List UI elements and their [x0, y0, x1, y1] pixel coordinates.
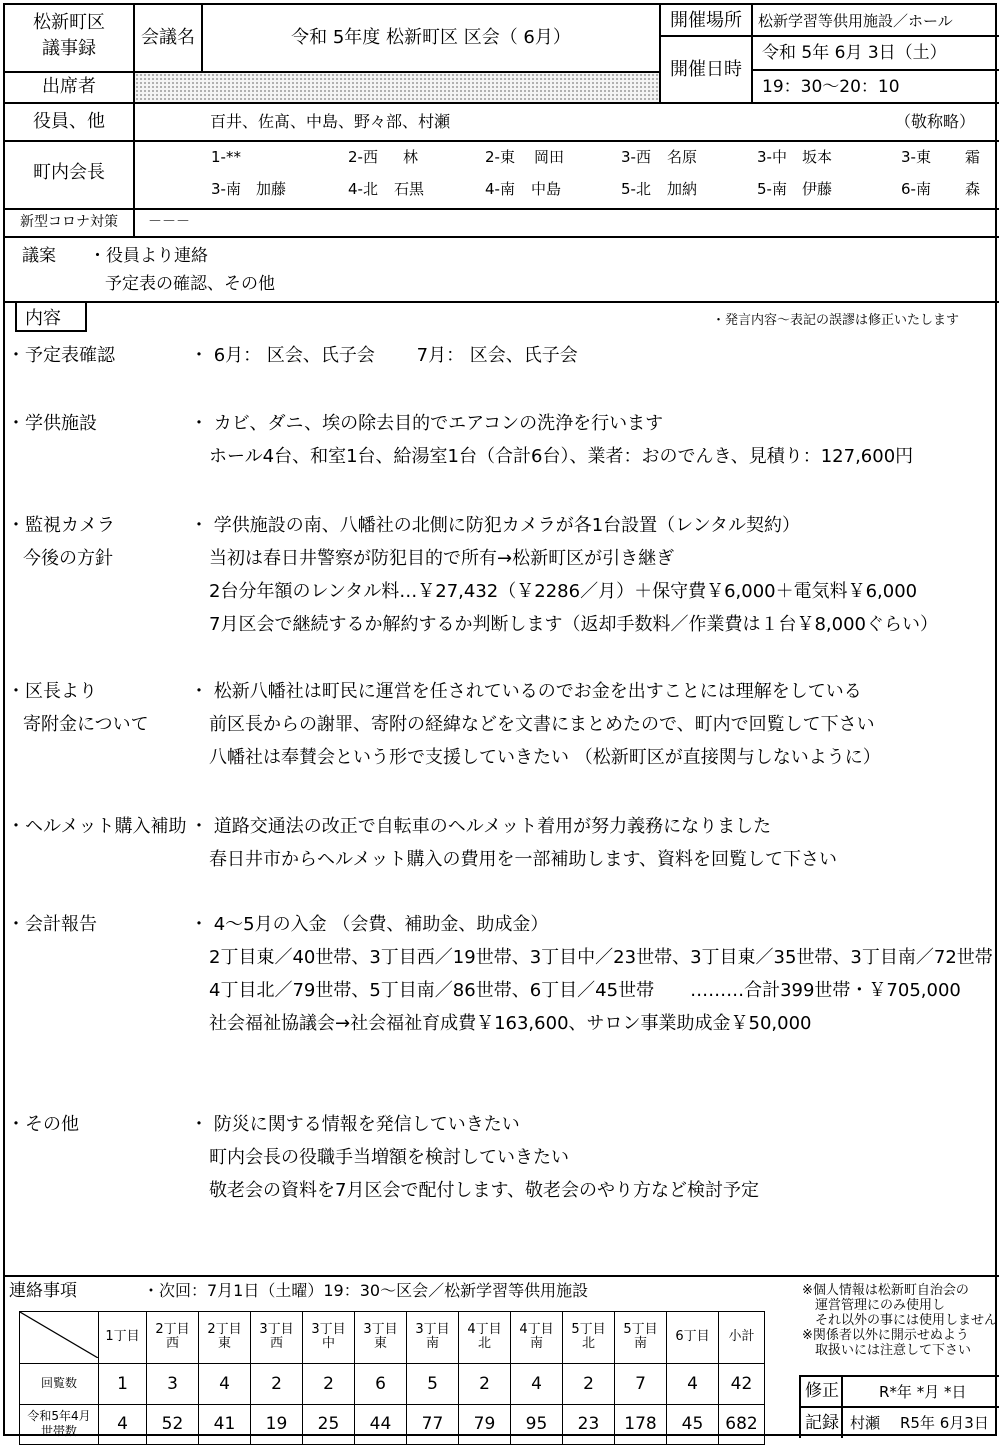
chief-name: 伊藤 [802, 180, 833, 198]
divider [5, 102, 999, 104]
chief-name: 坂本 [802, 148, 833, 166]
divider [5, 208, 999, 210]
minutes-document [3, 3, 998, 1439]
section-line: ・ 6月： 区会、氏子会 7月： 区会、氏子会 [190, 345, 578, 366]
table-cell: 5 [407, 1363, 459, 1404]
table-cell: 19 [251, 1404, 303, 1444]
table-cell: 23 [563, 1404, 615, 1444]
contact-label: 連絡事項 [9, 1281, 77, 1301]
privacy-note-line: 取扱いには注意して下さい [802, 1343, 972, 1358]
divider [5, 301, 999, 303]
agenda-label: 議案 [22, 246, 56, 266]
honorific-note: （敬称略） [895, 112, 976, 131]
attendance-label: 出席者 [42, 76, 96, 97]
chief-name: 加納 [667, 180, 698, 198]
privacy-note-line: ※関係者以外に開示せぬよう [802, 1328, 969, 1343]
col-header: 5丁目 南 [615, 1312, 667, 1364]
section-line: ・ カビ、ダニ、埃の除去目的でエアコンの洗浄を行います [190, 413, 664, 434]
meeting-name: 令和 5年度 松新町区 区会（ 6月） [291, 27, 571, 48]
section-line: 2丁目東／40世帯、3丁目西／19世帯、3丁目中／23世帯、3丁目東／35世帯、3丁目南／72世帯 [209, 947, 993, 968]
table-cell: 2 [251, 1363, 303, 1404]
table-cell: 6 [355, 1363, 407, 1404]
chief-name: 岡田 [534, 148, 565, 166]
chief-area: 3-中 [757, 148, 787, 166]
covid-value: －－－ [148, 214, 190, 230]
divider [5, 140, 999, 142]
chief-area: 6-南 [901, 180, 931, 198]
table-row [20, 1363, 765, 1404]
correction-note: ・発言内容～表記の誤謬は修正いたします [712, 313, 960, 328]
table-cell: 682 [719, 1404, 765, 1444]
chief-area: 1-** [211, 148, 241, 166]
row-label: 令和5年4月 世帯数 [20, 1404, 99, 1444]
divider [659, 35, 999, 37]
venue-label: 開催場所 [670, 10, 742, 31]
section-title: ・会計報告 [7, 914, 97, 935]
divider [841, 1375, 843, 1438]
divider [133, 102, 135, 140]
meeting-time: 19：30〜20：10 [762, 77, 900, 97]
table-cell: 77 [407, 1404, 459, 1444]
diagonal-line-icon [20, 1312, 98, 1358]
divider [5, 236, 999, 238]
chief-area: 3-西 [621, 148, 651, 166]
chief-name: 石黒 [394, 180, 425, 198]
section-title: ・監視カメラ [7, 515, 115, 536]
meeting-name-label: 会議名 [141, 27, 195, 48]
chiefs-label: 町内会長 [33, 162, 105, 183]
table-cell: 178 [615, 1404, 667, 1444]
table-cell: 2 [563, 1363, 615, 1404]
table-cell: 79 [459, 1404, 511, 1444]
section-title: ・学供施設 [7, 413, 97, 434]
chief-area: 4-北 [348, 180, 378, 198]
table-cell: 25 [303, 1404, 355, 1444]
col-header: 2丁目 西 [147, 1312, 199, 1364]
table-cell: 3 [147, 1363, 199, 1404]
section-title: ・ヘルメット購入補助 [7, 816, 187, 837]
col-header: 4丁目 北 [459, 1312, 511, 1364]
recorder-name: 村瀬 [850, 1414, 881, 1432]
privacy-note-line: ※個人情報は松新町自治会の [802, 1283, 969, 1298]
contact-text: ・次回：7月1日（土曜）19：30～区会／松新学習等供用施設 [143, 1281, 589, 1300]
section-title: ・予定表確認 [7, 345, 115, 366]
col-header: 小計 [719, 1312, 765, 1364]
row-label: 回覧数 [20, 1363, 99, 1404]
col-header: 1丁目 [99, 1312, 147, 1364]
agenda-item: ・役員より連絡 [89, 246, 208, 266]
col-header: 2丁目 東 [199, 1312, 251, 1364]
record-label: 記録 [805, 1413, 839, 1433]
content-label: 内容 [25, 308, 61, 329]
table-cell: 4 [667, 1363, 719, 1404]
chief-name: 加藤 [256, 180, 287, 198]
table-corner-cell [20, 1312, 99, 1364]
chief-area: 5-南 [757, 180, 787, 198]
section-line: ・ 防災に関する情報を発信していきたい [190, 1114, 520, 1135]
agenda-item: 予定表の確認、その他 [105, 274, 275, 294]
col-header: 3丁目 東 [355, 1312, 407, 1364]
table-cell: 45 [667, 1404, 719, 1444]
section-line: ・ 道路交通法の改正で自転車のヘルメット着用が努力義務になりました [190, 816, 772, 837]
table-cell: 2 [303, 1363, 355, 1404]
section-line: ホール4台、和室1台、給湯室1台（合計6台）、業者：おのでんき、見積り：127,600円 [209, 446, 914, 467]
privacy-note [802, 1283, 997, 1358]
chief-name: 林 [403, 148, 419, 166]
section-line: 4丁目北／79世帯、5丁目南／86世帯、6丁目／45世帯 ………合計399世帯・￥705,000 [209, 980, 961, 1001]
section-line: 前区長からの謝罪、寄附の経緯などを文書にまとめたので、町内で回覧して下さい [209, 714, 875, 735]
divider [133, 140, 135, 208]
chief-name: 中島 [531, 180, 562, 198]
chief-area: 3-東 [901, 148, 931, 166]
section-line: 2台分年額のレンタル料…￥27,432（￥2286／月）＋保守費￥6,000＋電気料￥6,000 [209, 581, 918, 602]
meeting-date: 令和 5年 6月 3日（土） [762, 43, 947, 63]
revision-label: 修正 [805, 1381, 839, 1401]
org-name: 松新町区 [33, 12, 105, 33]
section-line: 敬老会の資料を7月区会で配付します、敬老会のやり方など検討予定 [209, 1180, 760, 1201]
table-cell: 41 [199, 1404, 251, 1444]
section-line: 町内会長の役職手当増額を検討していきたい [209, 1147, 569, 1168]
section-subtitle: 寄附金について [23, 714, 149, 735]
officers-label: 役員、他 [33, 111, 105, 132]
section-line: 当初は春日井警察が防犯目的で所有→松新町区が引き継ぎ [209, 548, 675, 569]
table-row [20, 1404, 765, 1444]
section-line: ・ 学供施設の南、八幡社の北側に防犯カメラが各1台設置（レンタル契約） [190, 515, 801, 536]
chief-area: 4-南 [485, 180, 515, 198]
divider [799, 1406, 999, 1408]
chief-area: 5-北 [621, 180, 651, 198]
table-cell: 44 [355, 1404, 407, 1444]
section-title: ・区長より [7, 681, 97, 702]
chief-area: 2-西 [348, 148, 378, 166]
section-subtitle: 今後の方針 [23, 548, 113, 569]
privacy-note-line: 運営管理にのみ使用し [802, 1298, 946, 1313]
table-cell: 4 [511, 1363, 563, 1404]
col-header: 3丁目 西 [251, 1312, 303, 1364]
chief-area: 3-南 [211, 180, 241, 198]
section-line: 社会福祉協議会→社会福祉育成費￥163,600、サロン事業助成金￥50,000 [209, 1013, 812, 1034]
table-cell: 1 [99, 1363, 147, 1404]
chief-area: 2-東 [485, 148, 515, 166]
section-line: ・ 松新八幡社は町民に運営を任されているのでお金を出すことには理解をしている [190, 681, 862, 702]
table-header-row [20, 1312, 765, 1364]
col-header: 3丁目 中 [303, 1312, 355, 1364]
divider [5, 1275, 999, 1277]
chief-name: 名原 [667, 148, 698, 166]
officers-names: 百井、佐髙、中島、野々部、村瀬 [210, 112, 451, 131]
section-line: ・ 4～5月の入金 （会費、補助金、助成金） [190, 914, 549, 935]
table-cell: 52 [147, 1404, 199, 1444]
chief-name: 霜 [965, 148, 981, 166]
doc-type: 議事録 [42, 38, 96, 59]
privacy-note-line: それ以外の事には使用しません [802, 1313, 998, 1328]
attendance-redacted [135, 73, 659, 102]
col-header: 5丁目 北 [563, 1312, 615, 1364]
table-cell: 2 [459, 1363, 511, 1404]
col-header: 6丁目 [667, 1312, 719, 1364]
section-line: 7月区会で継続するか解約するか判断します（返却手数料／作業費は１台￥8,000ぐらい） [209, 614, 938, 635]
circulation-table [19, 1311, 765, 1445]
table-cell: 7 [615, 1363, 667, 1404]
revision-date: R*年 *月 *日 [879, 1383, 967, 1401]
table-cell: 95 [511, 1404, 563, 1444]
table-cell: 42 [719, 1363, 765, 1404]
covid-label: 新型コロナ対策 [20, 214, 118, 230]
date-label: 開催日時 [670, 59, 742, 80]
col-header: 4丁目 南 [511, 1312, 563, 1364]
record-date: R5年 6月3日 [900, 1414, 989, 1432]
chief-name: 森 [965, 180, 981, 198]
divider [751, 69, 999, 71]
section-line: 八幡社は奉賛会という形で支援していきたい （松新町区が直接関与しないように） [209, 747, 881, 768]
table-cell: 4 [199, 1363, 251, 1404]
section-line: 春日井市からヘルメット購入の費用を一部補助します、資料を回覧して下さい [209, 849, 838, 870]
divider [751, 5, 753, 102]
col-header: 3丁目 南 [407, 1312, 459, 1364]
section-title: ・その他 [7, 1114, 79, 1135]
divider [133, 208, 135, 236]
venue: 松新学習等供用施設／ホール [758, 12, 953, 30]
table-cell: 4 [99, 1404, 147, 1444]
